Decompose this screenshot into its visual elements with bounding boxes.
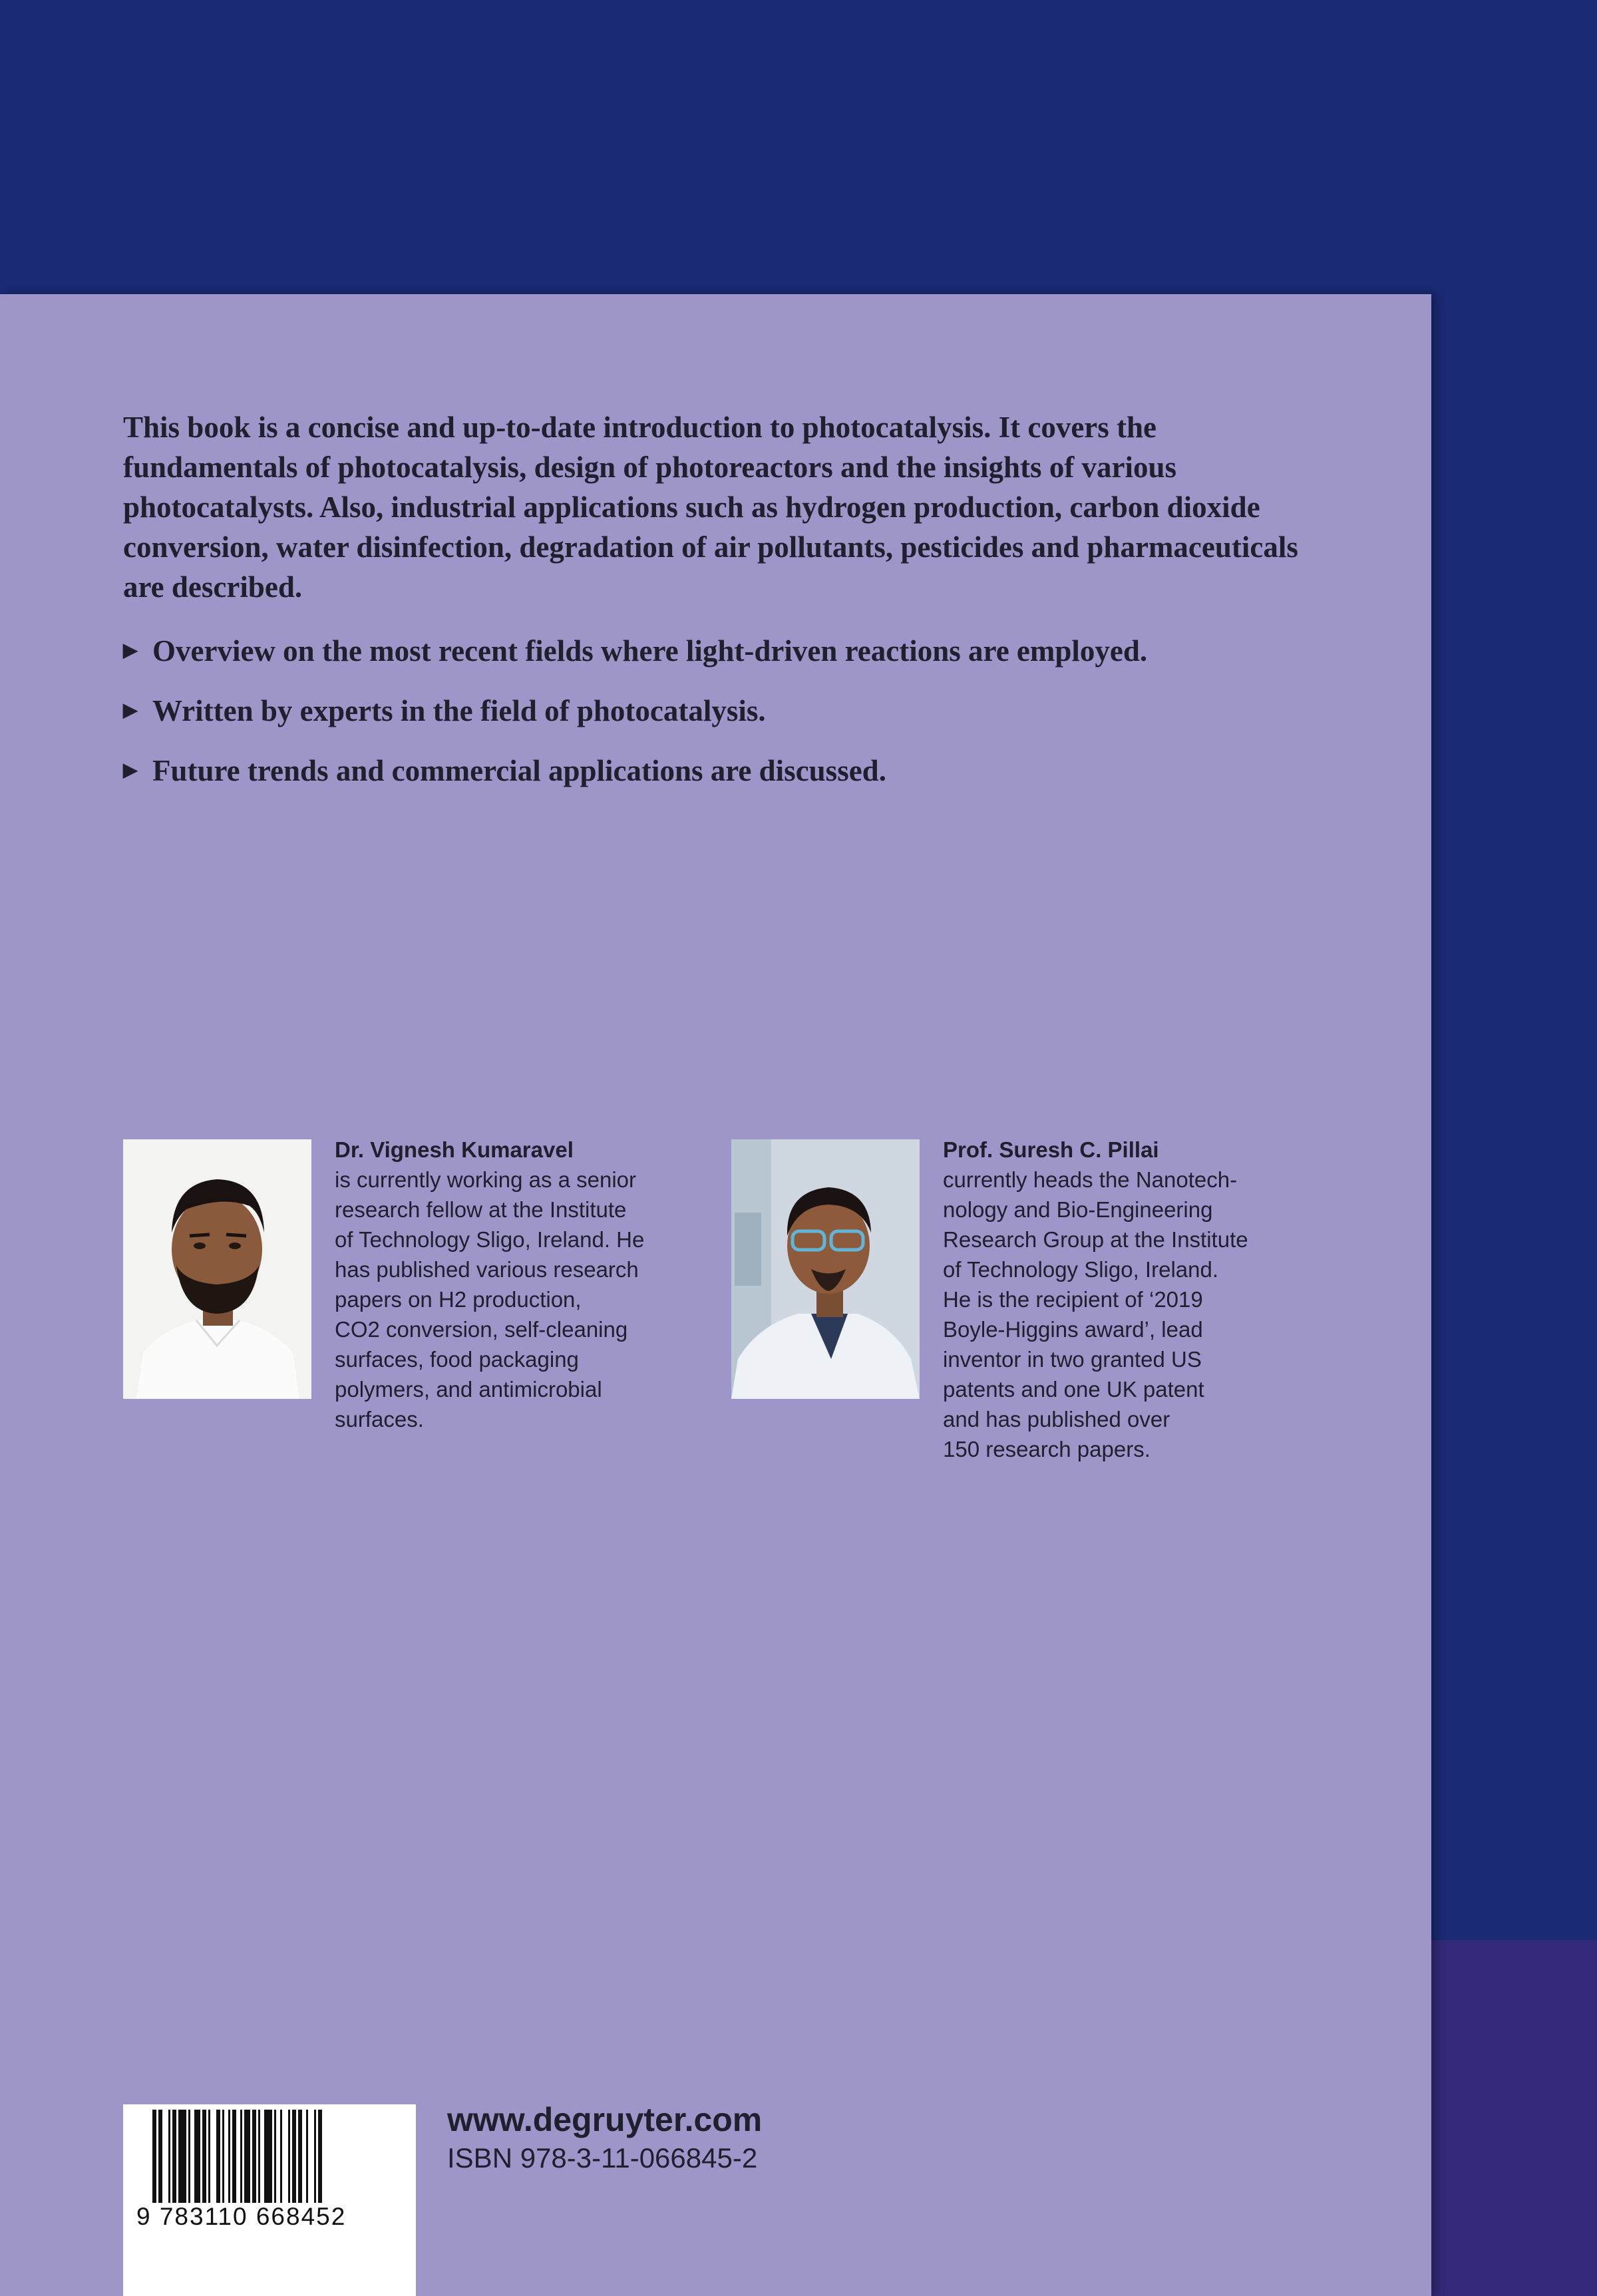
bio-line: of Technology Sligo, Ireland. He — [335, 1227, 645, 1252]
bio-line: CO2 conversion, self-cleaning — [335, 1317, 628, 1342]
barcode-bar — [178, 2110, 186, 2215]
bio-line: polymers, and antimicrobial — [335, 1377, 602, 1402]
triangle-right-icon: ▶ — [123, 760, 138, 781]
author-photo-kumaravel — [123, 1139, 311, 1399]
feature-item — [123, 631, 1374, 671]
barcode-bar — [208, 2110, 210, 2215]
feature-text: Future trends and commercial applications are discussed. — [152, 754, 886, 787]
barcode-bar — [306, 2110, 308, 2215]
barcode-bar — [264, 2110, 272, 2215]
bio-line: inventor in two granted US — [943, 1347, 1202, 1372]
feature-item — [123, 751, 1374, 791]
author-name: Prof. Suresh C. Pillai — [943, 1137, 1159, 1162]
bio-line: and has published over — [943, 1407, 1170, 1432]
feature-text: Overview on the most recent fields where light-driven reactions are employed. — [152, 634, 1148, 668]
book-description: This book is a concise and up-to-date introduction to photocatalysis. It covers the fundamentals of photocatalysis, design of photoreactors and the insights of various photocatalysts. Also, industrial applications such as hydrogen production, carbon dioxide conversion, water disinfection, degradation of air pollutants, pesticides and pharmaceuticals are described. — [123, 411, 1298, 604]
barcode-bar — [258, 2110, 260, 2215]
barcode-bar — [188, 2110, 190, 2215]
barcode-bar — [168, 2110, 170, 2215]
bio-line: nology and Bio-Engineering — [943, 1197, 1213, 1222]
feature-item — [123, 691, 1374, 731]
feature-text: Written by experts in the field of photocatalysis. — [152, 694, 766, 727]
barcode-bar — [288, 2110, 290, 2215]
triangle-right-icon: ▶ — [123, 700, 138, 721]
isbn-barcode — [123, 2104, 416, 2296]
barcode-bar — [280, 2110, 282, 2215]
author-name: Dr. Vignesh Kumaravel — [335, 1137, 574, 1162]
bio-line: of Technology Sligo, Ireland. — [943, 1257, 1218, 1282]
bio-line: is currently working as a senior — [335, 1167, 637, 1192]
barcode-bar — [252, 2110, 256, 2215]
barcode-bar — [292, 2110, 296, 2215]
feature-list — [123, 631, 1374, 811]
barcode-bar — [172, 2110, 176, 2215]
bio-line: papers on H2 production, — [335, 1287, 582, 1312]
author-photo-pillai — [731, 1139, 920, 1399]
barcode-bar — [244, 2110, 250, 2215]
bio-line: currently heads the Nanotech- — [943, 1167, 1238, 1192]
barcode-bar — [314, 2110, 316, 2215]
author-bio-kumaravel — [335, 1135, 727, 1434]
barcode-bar — [274, 2110, 276, 2215]
author-bio-pillai — [943, 1135, 1342, 1464]
triangle-right-icon: ▶ — [123, 640, 138, 661]
barcode-bar — [232, 2110, 236, 2215]
bio-line: Research Group at the Institute — [943, 1227, 1248, 1252]
barcode-bar — [202, 2110, 206, 2215]
barcode-bars — [123, 2104, 416, 2296]
barcode-bar — [222, 2110, 224, 2215]
barcode-bar — [228, 2110, 230, 2215]
bio-line: surfaces, food packaging — [335, 1347, 579, 1372]
barcode-bar — [216, 2110, 220, 2215]
bio-line: has published various research — [335, 1257, 639, 1282]
bio-line: research fellow at the Institute — [335, 1197, 627, 1222]
publisher-url: www.degruyter.com — [447, 2101, 763, 2138]
barcode-digits: 9 783110 668452 — [136, 2203, 403, 2231]
isbn-number: ISBN 978-3-11-066845-2 — [447, 2142, 758, 2174]
bio-line: 150 research papers. — [943, 1437, 1151, 1461]
bio-line: patents and one UK patent — [943, 1377, 1204, 1402]
barcode-bar — [194, 2110, 200, 2215]
bio-line: He is the recipient of ‘2019 — [943, 1287, 1203, 1312]
barcode-bar — [298, 2110, 302, 2215]
corner-color-strip — [1431, 1940, 1597, 2296]
bio-line: surfaces. — [335, 1407, 424, 1432]
bio-line: Boyle-Higgins award’, lead — [943, 1317, 1203, 1342]
